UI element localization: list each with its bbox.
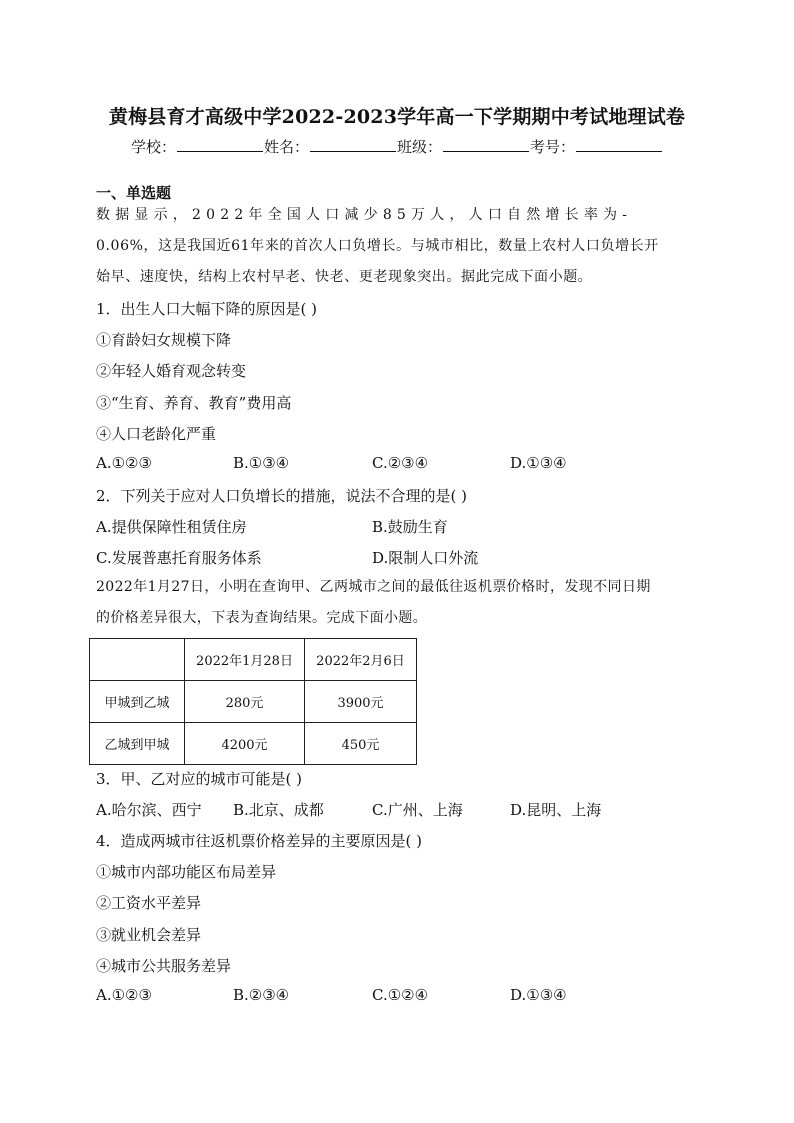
passage-1-line: 始早、速度快，结构上农村早老、快老、更老现象突出。据此完成下面小题。	[96, 269, 593, 285]
question-2-stem: 2．下列关于应对人口负增长的措施，说法不合理的是( )	[96, 487, 468, 505]
question-2-option-b[interactable]: B.鼓励生育	[372, 518, 448, 536]
question-1-option-d[interactable]: D.①③④	[510, 454, 567, 472]
question-2-option-a[interactable]: A.提供保障性租赁住房	[96, 518, 247, 536]
question-3-option-a[interactable]: A.哈尔滨、西宁	[96, 801, 202, 819]
table-header-cell	[90, 639, 185, 681]
question-4-option-d[interactable]: D.①③④	[510, 986, 567, 1004]
question-3-option-c[interactable]: C.广州、上海	[372, 801, 463, 819]
question-4-stem: 4．造成两城市往返机票价格差异的主要原因是( )	[96, 832, 423, 850]
question-2-option-c[interactable]: C.发展普惠托育服务体系	[96, 549, 262, 567]
question-2-option-d[interactable]: D.限制人口外流	[372, 549, 479, 567]
question-4-item: ①城市内部功能区布局差异	[96, 863, 277, 881]
question-1-item: ④人口老龄化严重	[96, 425, 217, 443]
passage-2-line: 的价格差异很大，下表为查询结果。完成下面小题。	[96, 610, 428, 626]
question-3-stem: 3．甲、乙对应的城市可能是( )	[96, 770, 303, 788]
question-1-item: ②年轻人婚育观念转变	[96, 362, 247, 380]
question-4-item: ③就业机会差异	[96, 926, 202, 944]
class-blank	[443, 137, 529, 152]
question-4-option-c[interactable]: C.①②④	[372, 986, 429, 1004]
table-cell: 甲城到乙城	[90, 681, 185, 723]
page-title: 黄梅县育才高级中学2022-2023学年高一下学期期中考试地理试卷	[108, 106, 686, 128]
name-label: 姓名：	[263, 138, 309, 156]
ticket-price-table	[89, 638, 417, 765]
question-1-stem: 1．出生人口大幅下降的原因是( )	[96, 300, 318, 318]
table-cell: 4200元	[185, 723, 305, 765]
passage-2-line: 2022年1月27日，小明在查询甲、乙两城市之间的最低往返机票价格时，发现不同日期	[96, 579, 651, 595]
passage-1-line: 0.06%，这是我国近61年来的首次人口负增长。与城市相比，数量上农村人口负增长开	[96, 238, 659, 254]
name-blank	[310, 137, 396, 152]
table-cell: 乙城到甲城	[90, 723, 185, 765]
question-4-item: ④城市公共服务差异	[96, 957, 232, 975]
table-row	[90, 723, 417, 765]
question-4-option-b[interactable]: B.②③④	[233, 986, 290, 1004]
table-cell: 280元	[185, 681, 305, 723]
section-heading: 一、单选题	[96, 184, 172, 202]
question-1-option-b[interactable]: B.①③④	[233, 454, 290, 472]
student-info-line	[0, 136, 794, 157]
table-header-cell: 2022年2月6日	[305, 639, 417, 681]
question-1-item: ③“生育、养育、教育”费用高	[96, 394, 292, 412]
number-blank	[576, 137, 662, 152]
table-row	[90, 681, 417, 723]
table-header-cell: 2022年1月28日	[185, 639, 305, 681]
table-cell: 450元	[305, 723, 417, 765]
number-label: 考号：	[530, 138, 576, 156]
passage-2	[96, 572, 699, 634]
question-4-item: ②工资水平差异	[96, 894, 202, 912]
question-1-option-c[interactable]: C.②③④	[372, 454, 429, 472]
question-3-option-d[interactable]: D.昆明、上海	[510, 801, 602, 819]
passage-1-line: 数据显示，2022年全国人口减少85万人，人口自然增长率为-	[96, 207, 633, 223]
school-label: 学校：	[130, 138, 176, 156]
school-blank	[177, 137, 263, 152]
question-3-option-b[interactable]: B.北京、成都	[233, 801, 324, 819]
table-header-row	[90, 639, 417, 681]
class-label: 班级：	[397, 138, 443, 156]
question-1-item: ①育龄妇女规模下降	[96, 331, 232, 349]
question-1-option-a[interactable]: A.①②③	[96, 454, 152, 472]
passage-1	[96, 200, 699, 293]
table-cell: 3900元	[305, 681, 417, 723]
question-4-option-a[interactable]: A.①②③	[96, 986, 152, 1004]
